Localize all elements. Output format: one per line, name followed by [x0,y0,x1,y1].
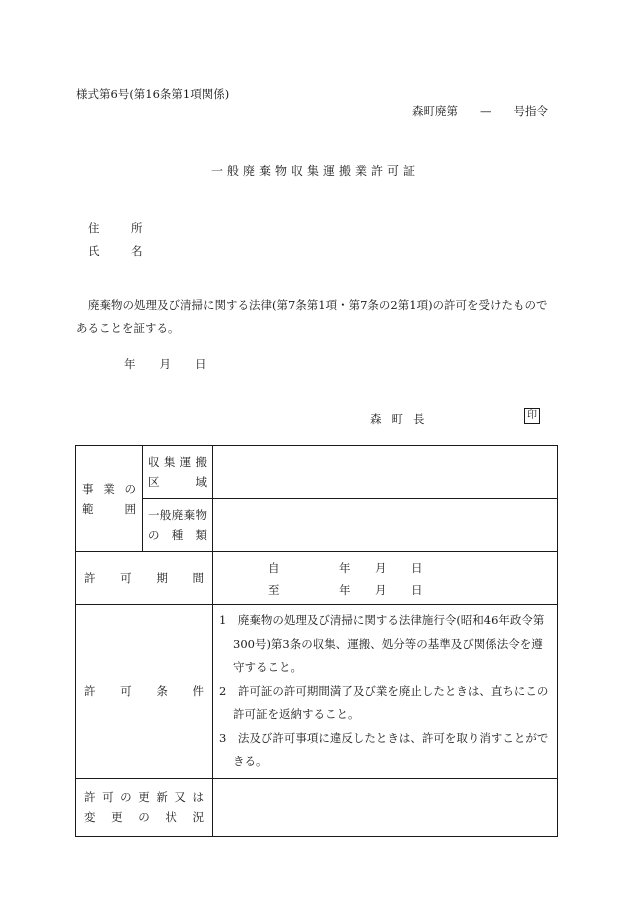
table-row [76,552,558,605]
address-label: 住 所 [88,221,153,235]
update-value-cell [213,778,558,836]
period-label: 許可期間 [84,571,204,585]
period-to-month: 月 [375,583,387,597]
update-label-line2: 変更の状況 [84,810,204,824]
table-row [76,446,558,499]
document-title: 一般廃棄物収集運搬業許可証 [210,164,419,178]
scope-label-cell [76,446,143,552]
waste-type-value-cell [213,499,558,552]
area-label-line1: 収集運搬 [148,455,207,469]
period-from-day: 日 [411,561,423,575]
period-from-month: 月 [375,561,387,575]
permit-number-suffix: 号指令 [513,104,548,118]
waste-type-label-line1: 一般廃棄物 [148,508,207,522]
permit-number-prefix: 森町廃第 [412,104,458,118]
permit-number-dash: — [480,104,492,118]
issue-year-label: 年 [124,357,136,371]
issue-month-label: 月 [159,357,171,371]
scope-label-line2: 範囲 [82,501,136,516]
table-row [76,605,558,779]
conditions-value-cell [213,605,558,779]
conditions-label-cell [76,605,213,779]
update-label-line1: 許可の更新又は [84,790,204,804]
issue-day-label: 日 [195,357,207,371]
period-to-day: 日 [411,583,423,597]
certification-text: 廃棄物の処理及び清掃に関する法律(第7条第1項・第7条の2第1項)の許可を受けたものであることを証する。 [76,298,548,335]
period-from-year: 年 [339,561,351,575]
table-row [76,778,558,836]
permit-details-table [75,445,558,837]
waste-type-label-cell [143,499,213,552]
permit-number [412,103,548,119]
mayor-title: 森町長 [370,412,435,426]
form-identifier: 様式第6号(第16条第1項関係) [76,87,230,101]
update-label-cell [76,778,213,836]
name-label: 氏 名 [88,244,153,258]
period-from-label: 自 [268,561,280,575]
condition-item: 3 法及び許可事項に違反したときは、許可を取り消すことができる。 [219,730,549,768]
scope-label-line1: 事業の [82,481,136,496]
area-label-line2: 区域 [148,475,207,489]
condition-item: 2 許可証の許可期間満了及び業を廃止したときは、直ちにこの許可証を返納すること。 [219,683,549,721]
waste-type-label-line2: の種類 [148,528,207,542]
table-row [76,499,558,552]
period-value-cell [213,552,558,605]
period-to-label: 至 [268,583,280,597]
condition-item: 1 廃棄物の処理及び清掃に関する法律施行令(昭和46年政令第300号)第3条の収集、運搬、処分等の基準及び関係法令を遵守すること。 [219,613,545,674]
issue-date [124,356,207,372]
period-label-cell [76,552,213,605]
area-value-cell [213,446,558,499]
seal-mark: 印 [524,408,540,424]
period-to-year: 年 [339,583,351,597]
area-label-cell [143,446,213,499]
conditions-label: 許可条件 [84,684,204,699]
